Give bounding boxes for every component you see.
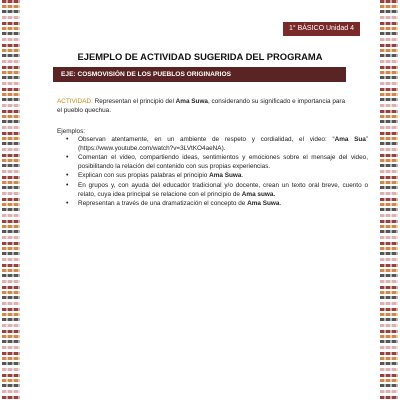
list-item-text: . xyxy=(279,200,282,208)
list-item-text: . xyxy=(241,172,244,180)
page-title: EJEMPLO DE ACTIVIDAD SUGERIDA DEL PROGRAMA xyxy=(77,51,323,62)
list-item xyxy=(78,154,368,171)
examples-list xyxy=(57,136,368,210)
unit-tab: 1° BÁSICO Unidad 4 xyxy=(283,22,360,36)
list-item-text: Observan atentamente, en un ambiente de respeto y cordialidad, el video: “ xyxy=(78,136,335,143)
examples-label: Ejemplos: xyxy=(57,128,86,135)
activity-text-2: , considerando su significado e importancia para el pueblo quechua. xyxy=(57,98,346,114)
list-item-text: ” (https://www.youtube.com/watch?v=3LVtKO4aeNA). xyxy=(78,136,368,152)
list-item-bold: Ama Sua xyxy=(334,136,366,143)
list-item-bold: Ama suwa. xyxy=(241,190,276,198)
list-item-text: Representan a través de una dramatización el concepto de xyxy=(78,200,248,208)
activity-text-1: Representan el principio del xyxy=(94,98,176,105)
list-item-text: Comentan el video, compartiendo ideas, sentimientos y emociones sobre el mensaje del video, posibilitando la relación del contenido con sus propias experiencias. xyxy=(78,154,368,170)
list-item-bold: Ama Suwa xyxy=(209,172,242,180)
list-item xyxy=(78,182,368,199)
list-item-text: En grupos y, con ayuda del educador tradicional y/o docente, crean un texto oral breve, cuento o relato, cuya idea principal se relacione con el principio de xyxy=(78,181,368,198)
list-item xyxy=(78,172,368,181)
list-item-text: Explican con sus propias palabras el principio xyxy=(78,172,210,180)
activity-label: ACTIVIDAD: xyxy=(57,98,93,105)
activity-paragraph xyxy=(57,97,347,115)
list-item xyxy=(78,136,368,153)
activity-bold-1: Ama Suwa xyxy=(175,98,208,105)
list-item-bold: Ama Suwa xyxy=(247,200,280,208)
list-item xyxy=(78,200,368,209)
axis-bar: EJE: COSMOVISIÓN DE LOS PUEBLOS ORIGINARIOS xyxy=(53,67,346,82)
